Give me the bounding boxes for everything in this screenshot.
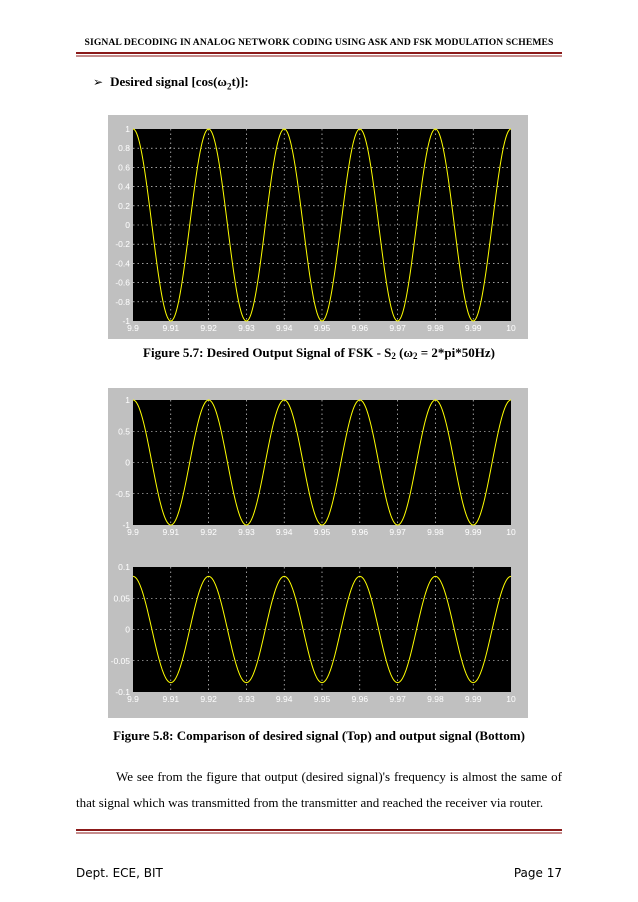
y-tick-label: 0: [125, 220, 130, 230]
x-tick-label: 9.93: [238, 323, 255, 333]
body-line-2: that signal which was transmitted from the transmitter and reached the receiver via router.: [76, 795, 544, 810]
x-tick-label: 9.92: [200, 694, 217, 704]
y-tick-label: -0.8: [115, 296, 130, 307]
footer-department: Dept. ECE, BIT: [76, 866, 163, 880]
footer-page-number: Page 17: [513, 866, 562, 880]
y-tick-label: -0.4: [115, 258, 130, 269]
page-header-title: SIGNAL DECODING IN ANALOG NETWORK CODING USING ASK AND FSK MODULATION SCHEMES: [84, 37, 554, 48]
x-tick-label: 10: [506, 323, 516, 333]
y-tick-label: -0.6: [115, 277, 130, 288]
x-tick-label: 9.91: [162, 527, 180, 537]
x-tick-label: 9.98: [427, 527, 444, 537]
caption-subscript: 2: [391, 351, 396, 361]
y-tick-label: 1: [125, 124, 130, 134]
y-tick-label: -1: [122, 520, 130, 530]
body-line-1: We see from the figure that output (desired signal)'s frequency is almost the same of: [116, 769, 562, 784]
y-tick-label: 0.6: [118, 162, 130, 173]
y-tick-label: -0.05: [110, 655, 130, 666]
y-tick-label: -1: [122, 316, 130, 326]
caption-text: (ω: [395, 345, 413, 360]
y-tick-label: 0.8: [118, 143, 130, 154]
heading-subscript: 2: [226, 81, 232, 92]
caption-text: Figure 5.7: Desired Output Signal of FSK - S: [143, 345, 392, 360]
x-tick-label: 9.91: [162, 694, 180, 704]
y-tick-label: 1: [125, 395, 130, 405]
x-tick-label: 9.91: [162, 323, 180, 333]
y-tick-label: -0.1: [115, 687, 130, 697]
x-tick-label: 9.95: [313, 323, 331, 333]
y-tick-label: 0.2: [118, 200, 130, 211]
x-tick-label: 9.93: [238, 694, 255, 704]
x-tick-label: 9.97: [389, 694, 406, 704]
x-tick-label: 10: [506, 527, 516, 537]
heading-suffix: t)]:: [231, 74, 249, 89]
x-tick-label: 9.98: [427, 323, 444, 333]
x-tick-label: 9.98: [427, 694, 444, 704]
x-tick-label: 9.99: [464, 527, 482, 537]
x-tick-label: 9.93: [238, 527, 255, 537]
y-tick-label: -0.5: [115, 488, 130, 499]
x-tick-label: 9.9: [127, 323, 139, 333]
x-tick-label: 9.92: [200, 527, 217, 537]
x-tick-label: 9.96: [351, 694, 369, 704]
x-tick-label: 9.95: [313, 527, 331, 537]
arrow-bullet-icon: ➢: [93, 75, 104, 89]
y-tick-label: 0: [125, 624, 130, 635]
figure-5-7-plot: [108, 115, 528, 339]
figure-5-8-chart: [108, 388, 528, 718]
y-tick-label: 0.05: [113, 593, 130, 604]
caption-text: = 2*pi*50Hz): [417, 345, 495, 360]
x-tick-label: 9.96: [351, 323, 369, 333]
x-tick-label: 9.94: [275, 694, 293, 704]
figure-5-8-caption: Figure 5.8: Comparison of desired signal (Top) and output signal (Bottom): [113, 728, 525, 743]
y-tick-label: -0.2: [115, 239, 130, 250]
figure-5-7-chart: [108, 115, 528, 339]
x-tick-label: 9.92: [200, 323, 217, 333]
x-tick-label: 9.97: [389, 323, 406, 333]
x-tick-label: 9.96: [351, 527, 369, 537]
header-rule: [76, 52, 562, 58]
x-tick-label: 9.97: [389, 527, 406, 537]
body-paragraph: [76, 764, 562, 816]
x-tick-label: 9.94: [275, 323, 293, 333]
x-tick-label: 10: [506, 694, 516, 704]
x-tick-label: 9.95: [313, 694, 331, 704]
x-tick-label: 9.94: [275, 527, 293, 537]
section-heading: [93, 74, 249, 92]
y-tick-label: 0.5: [118, 426, 130, 437]
caption-subscript: 2: [412, 351, 418, 361]
figure-5-7-caption: [76, 345, 562, 361]
footer-rule: [76, 829, 562, 835]
figure-5-8-plot: [108, 388, 528, 718]
x-tick-label: 9.9: [127, 694, 139, 704]
y-tick-label: 0.4: [118, 181, 130, 192]
x-tick-label: 9.99: [464, 694, 482, 704]
y-tick-label: 0.1: [118, 562, 130, 572]
x-tick-label: 9.99: [464, 323, 482, 333]
x-tick-label: 9.9: [127, 527, 139, 537]
heading-prefix: Desired signal [cos(ω: [110, 74, 227, 89]
y-tick-label: 0: [125, 457, 130, 468]
